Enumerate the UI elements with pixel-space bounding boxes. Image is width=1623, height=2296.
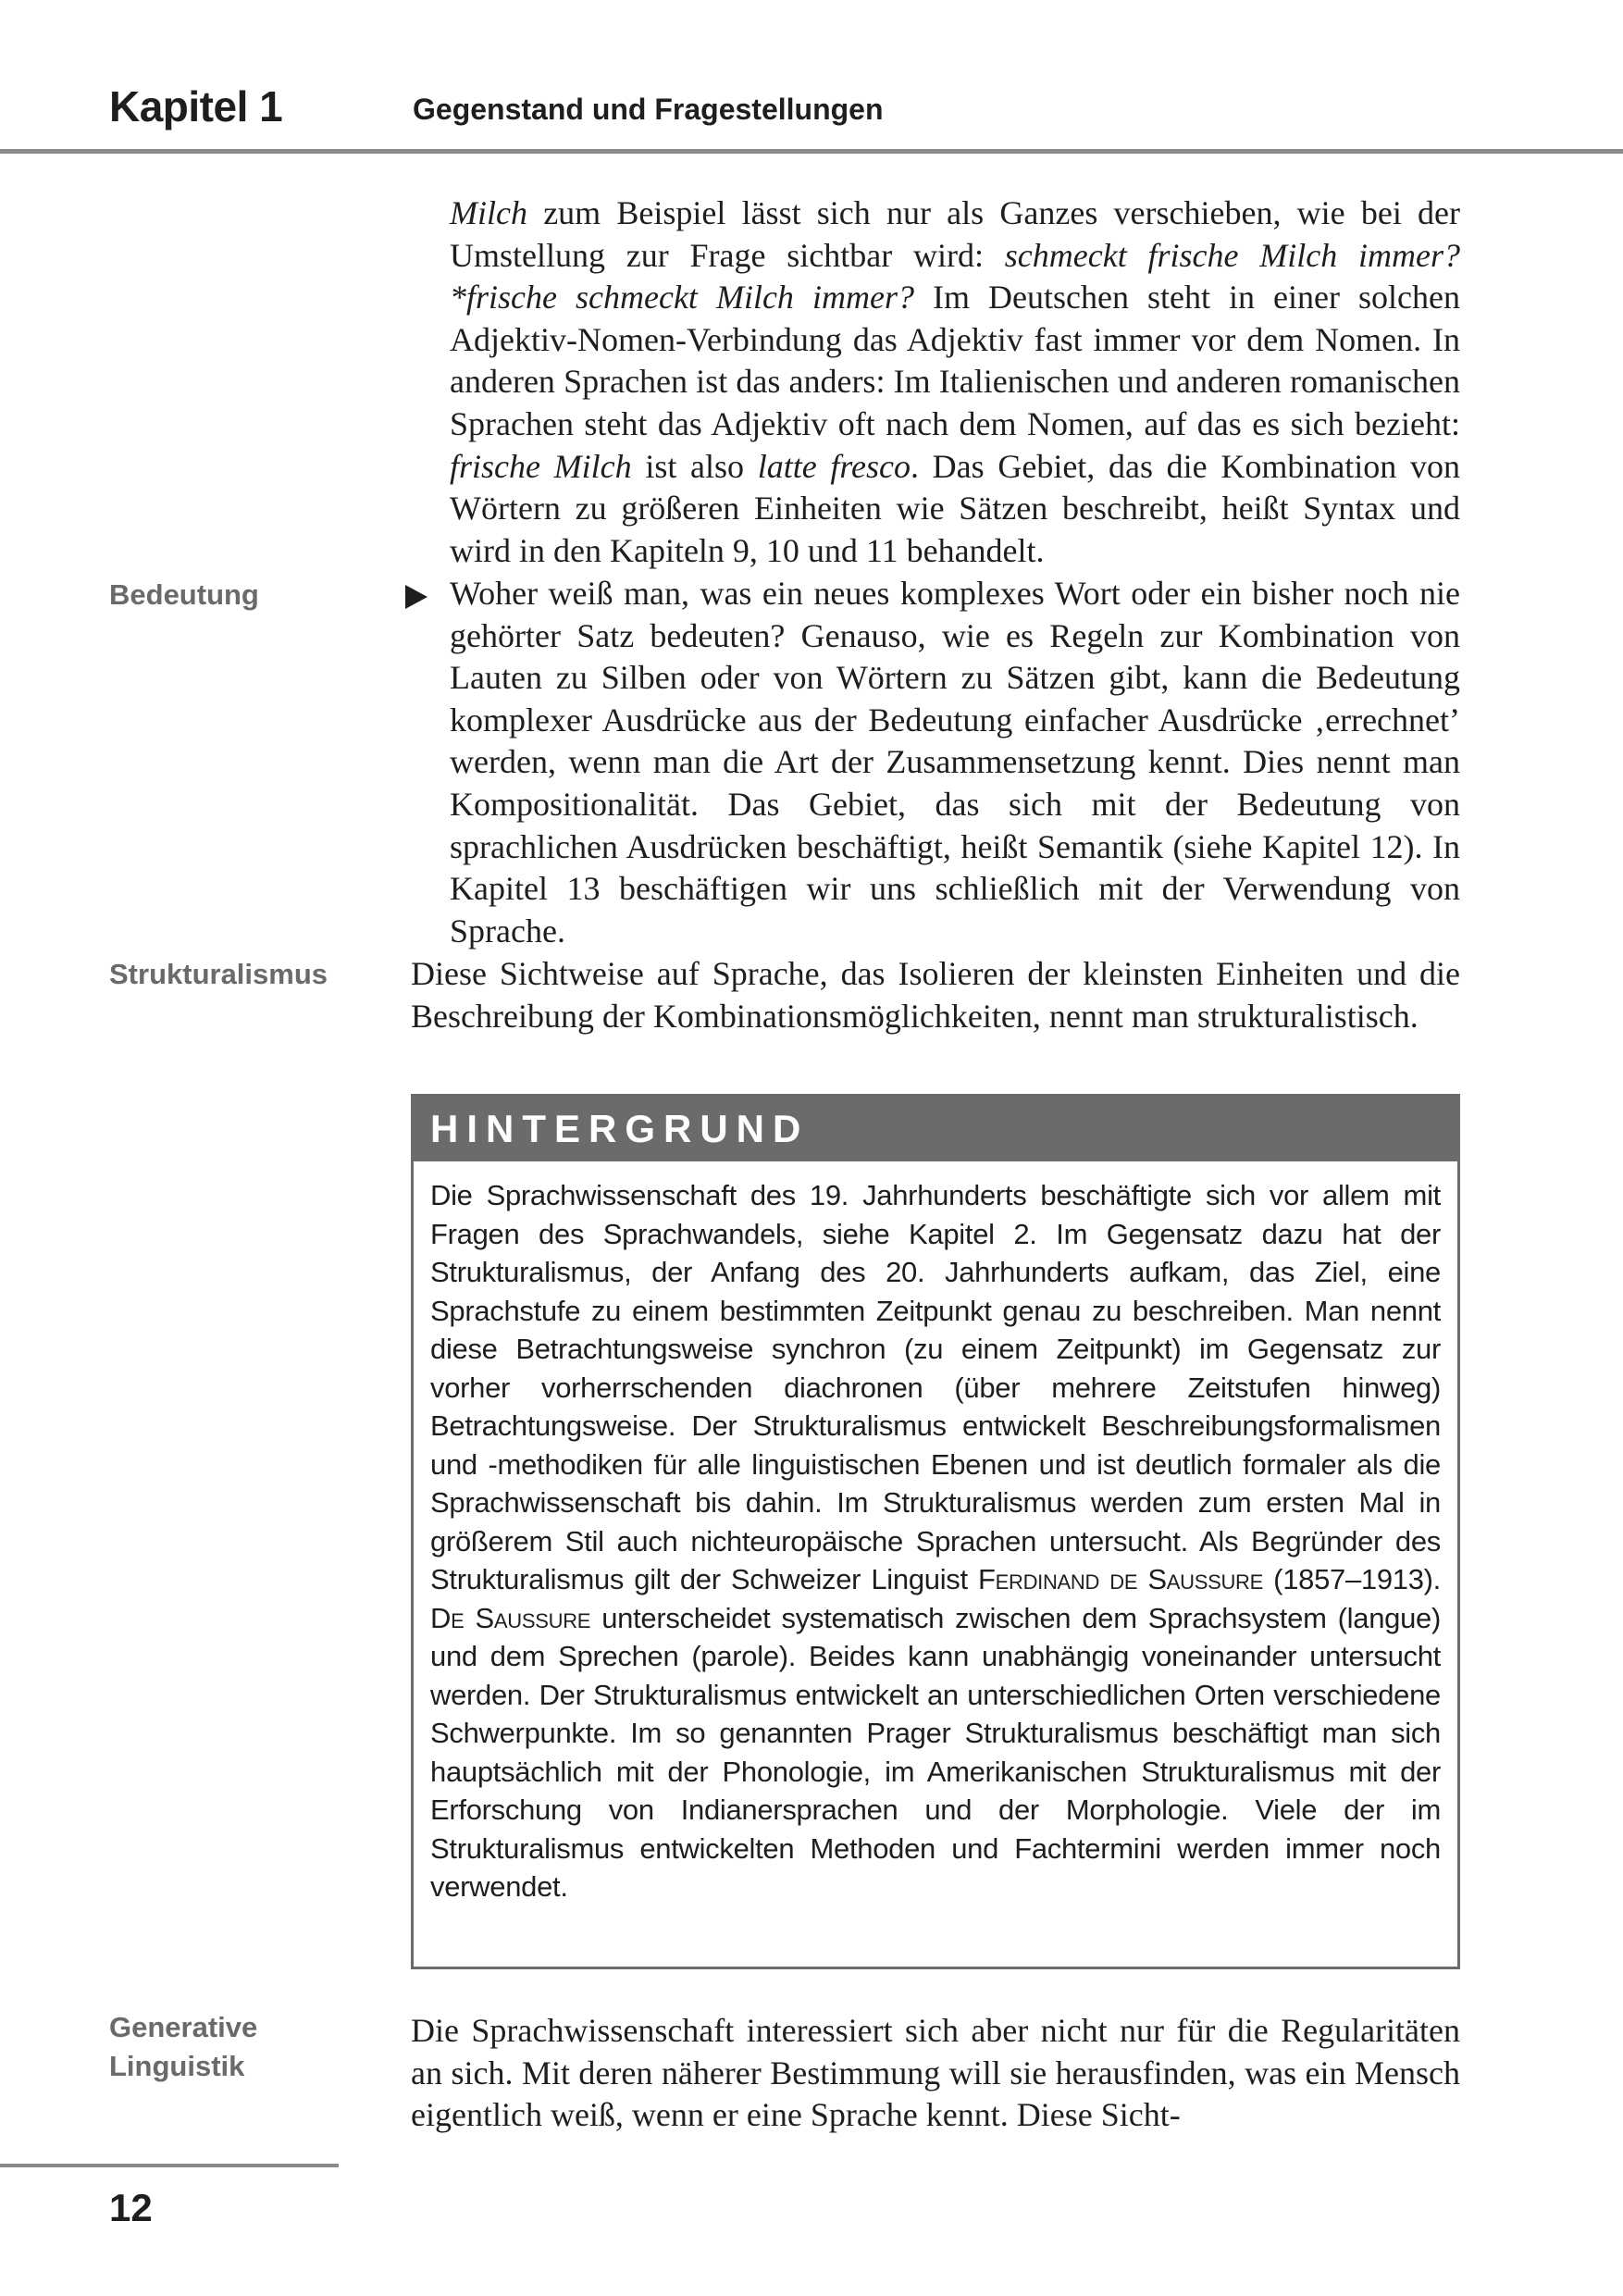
margin-label-line: Linguistik [109, 2050, 245, 2082]
paragraph-bedeutung: Woher weiß man, was ein neues komplexes Wort oder ein bisher noch nie gehörter Satz bedeuten? Genauso, wie es Regeln zur Kombination von Lauten zu Silben oder von Wörtern zu Sätzen gibt, kann die Bedeutung komplexer Ausdrücke aus der Bedeutung einfacher Ausdrücke ‚errechnet’ werden, wenn man die Art der Zusammensetzung kennt. Dies nennt man Kompositionalität. Das Gebiet, das sich mit der Bedeutung von sprachlichen Ausdrücken beschäftigt, heißt Semantik (siehe Kapitel 12). In Kapitel 13 beschäftigen wir uns schließlich mit der Verwendung von Sprache. [450, 575, 1460, 949]
hintergrund-title: HINTERGRUND [414, 1097, 1457, 1161]
footer-divider [0, 2164, 339, 2167]
person-name: Ferdinand de Saussure [977, 1563, 1264, 1595]
italic-example: frische Milch [450, 447, 632, 485]
paragraph-strukturalismus: Diese Sichtweise auf Sprache, das Isolieren der kleinsten Einheiten und die Beschreibung der Kombinationsmöglichkeiten, nennt man strukturalistisch. [411, 955, 1460, 1035]
margin-label-strukturalismus: Strukturalismus [109, 958, 328, 990]
text-run: unterscheidet systematisch zwischen dem Sprachsystem (langue) und dem Sprechen (parole). Beides kann unabhängig voneinander untersucht werden. Der Strukturalismus entwickelt an unterschiedlichen Orten verschiedene Schwerpunkte. Im so genannten Prager Strukturalismus beschäftigt man sich hauptsächlich mit der Phonologie, im Amerikanischen Strukturalismus mit der Erforschung von Indianersprachen und der Morphologie. Viele der im Strukturalismus entwickelten Methoden und Fachtermini werden immer noch verwendet. [430, 1601, 1441, 1903]
triangle-bullet-icon [405, 585, 427, 609]
italic-example: Milch [450, 194, 527, 231]
paragraph-generative-linguistik: Die Sprachwissenschaft interessiert sich aber nicht nur für die Regularitäten an sich. Mit deren näherer Bestimmung will sie herausfinden, was ein Mensch eigentlich weiß, wenn er eine Sprache kennt. Diese Sicht- [411, 2012, 1460, 2134]
text-run: Die Sprachwissenschaft des 19. Jahrhunderts beschäftigte sich vor allem mit Fragen des Sprachwandels, siehe Kapitel 2. Im Gegensatz dazu hat der Strukturalismus, der Anfang des 20. Jahrhunderts aufkam, das Ziel, eine Sprachstufe zu einem bestimmten Zeitpunkt genau zu beschreiben. Man nennt diese Betrachtungsweise synchron (zu einem Zeitpunkt) im Gegensatz zur vorher vorherrschenden diachronen (über mehrere Zeitstufen hinweg) Betrachtungsweise. Der Strukturalismus entwickelt Beschreibungsformalismen und -methodiken für alle linguistischen Ebenen und ist deutlich formaler als die Sprachwissenschaft bis dahin. Im Strukturalismus werden zum ersten Mal in größerem Stil auch nichteuropäische Sprachen untersucht. Als Begründer des Strukturalismus gilt der Schweizer Linguist [430, 1179, 1441, 1595]
paragraph-syntax [450, 192, 1460, 572]
text-run: Im Deutschen steht in einer solchen Adjektiv-Nomen-Verbindung das Adjektiv fast immer vor dem Nomen. In anderen Sprachen ist das anders: Im Italienischen und anderen romanischen Sprachen steht das Adjektiv oft nach dem Nomen, auf das es sich bezieht: [450, 279, 1460, 442]
chapter-title: Gegenstand und Fragestellungen [413, 93, 884, 126]
text-run: (1857–1913). [1263, 1563, 1441, 1595]
hintergrund-box [411, 1094, 1460, 1969]
italic-example: latte fresco [757, 447, 911, 485]
margin-label-line: Generative [109, 2011, 258, 2043]
person-name: De Saussure [430, 1601, 591, 1634]
chapter-label: Kapitel 1 [109, 82, 283, 130]
header-divider [0, 149, 1623, 154]
margin-label-generative-linguistik [109, 2008, 257, 2086]
hintergrund-text [414, 1161, 1457, 1906]
text-run: zum Beispiel lässt sich nur als Ganzes verschieben, wie bei der Umstellung zur Frage sichtbar wird: [450, 194, 1460, 274]
page-number: 12 [109, 2186, 153, 2229]
text-run: . Das Gebiet, das die Kombination von Wörtern zu größeren Einheiten wie Sätzen beschreibt, heißt Syntax und wird in den Kapiteln 9, 10 und 11 behandelt. [450, 447, 1460, 569]
italic-example: schmeckt frische Milch immer? *frische schmeckt Milch immer? [450, 236, 1460, 316]
text-run: ist also [631, 447, 758, 485]
margin-label-bedeutung: Bedeutung [109, 578, 259, 611]
